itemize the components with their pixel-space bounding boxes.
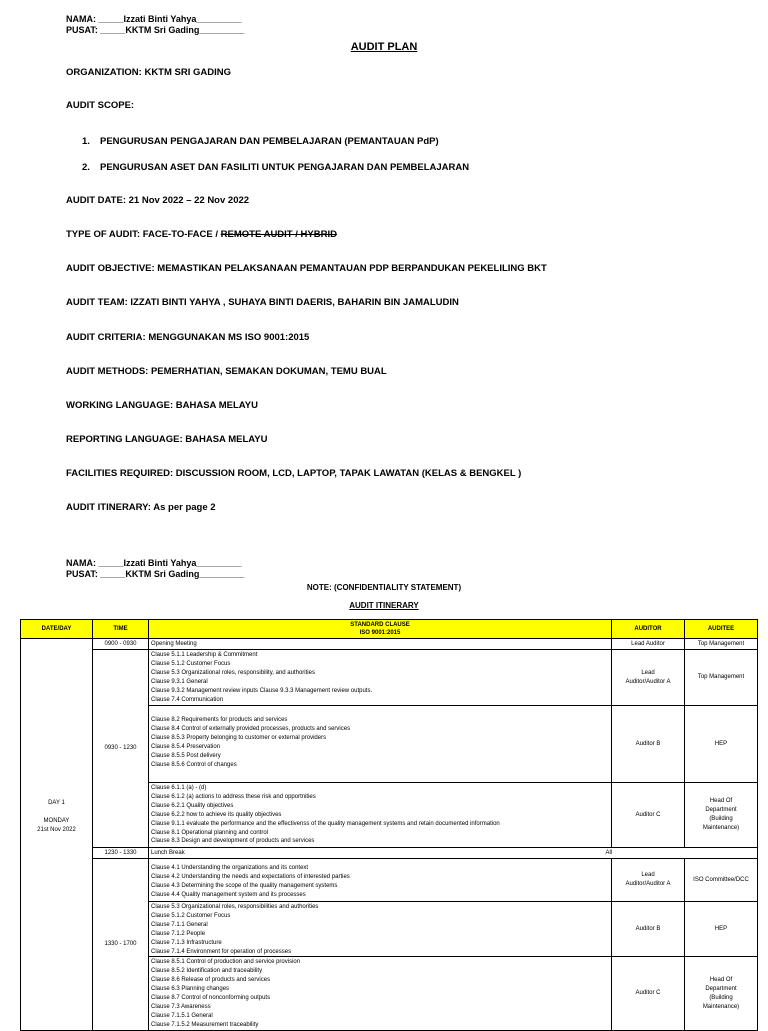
scope-item-text: PENGURUSAN ASET DAN FASILITI UNTUK PENGAJARAN DAN PEMBELAJARAN <box>100 162 470 173</box>
page-title: AUDIT PLAN <box>350 41 418 53</box>
clause-line: Clause 8.5.1 Control of production and service provision <box>151 959 301 966</box>
auditee-cell: Top Management <box>685 639 758 650</box>
clause-cell <box>149 783 612 848</box>
auditor-cell <box>612 650 685 706</box>
lunch-all-label: All <box>605 849 613 856</box>
auditee-line: Head Of <box>709 977 733 984</box>
time-cell: 1230 - 1330 <box>93 848 149 859</box>
auditee-line: Department <box>705 807 737 814</box>
day-name: MONDAY <box>43 817 70 824</box>
name-line-top <box>66 14 241 25</box>
clause-line: Clause 6.2.1 Quality objectives <box>151 802 234 809</box>
day-date: 21st Nov 2022 <box>37 826 76 833</box>
time-cell: 0900 - 0930 <box>93 639 149 650</box>
auditee-line: (Building <box>709 816 733 822</box>
pusat-label: PUSAT: <box>66 569 98 579</box>
auditee-line: Head Of <box>709 798 733 805</box>
clause-line: Clause 8.1 Operational planning and control <box>151 829 269 836</box>
auditor-cell: Auditor B <box>612 706 685 783</box>
clause-cell: Lunch Break <box>149 848 612 859</box>
clause-line: Clause 9.3.2 Management review inputs Clause 9.3.3 Management review outputs. <box>151 687 373 694</box>
auditor-cell: Auditor C <box>612 783 685 848</box>
clause-cell <box>149 650 612 706</box>
clause-line: Clause 6.1.1 (a) - (d) <box>151 785 207 791</box>
auditee-cell <box>685 957 758 1031</box>
organization-line: ORGANIZATION: KKTM SRI GADING <box>66 67 232 78</box>
header-clause-line1: STANDARD CLAUSE <box>350 622 410 628</box>
table-header-row <box>21 620 758 639</box>
auditor-line: Lead <box>641 872 655 879</box>
clause-line: Clause 7.1.5.2 Measurement traceability <box>151 1021 259 1028</box>
lunch-all-cell <box>605 848 758 859</box>
type-of-audit-text: TYPE OF AUDIT: FACE-TO-FACE / <box>66 229 219 240</box>
scope-item <box>82 162 469 173</box>
time-cell: 1330 - 1700 <box>93 859 149 1031</box>
nama-label: NAMA: <box>66 558 96 568</box>
clause-line: Clause 8.4 Control of externally provided processes, products and services <box>151 725 351 732</box>
day-number: DAY 1 <box>48 799 65 806</box>
audit-criteria-line: AUDIT CRITERIA: MENGGUNAKAN MS ISO 9001:2015 <box>66 332 310 343</box>
clause-line: Clause 9.3.1 General <box>151 678 208 685</box>
nama-value: _____Izzati Binti Yahya_________ <box>98 14 242 24</box>
pusat-label: PUSAT: <box>66 25 98 35</box>
clause-line: Clause 7.1.1 General <box>151 921 208 928</box>
audit-methods-line: AUDIT METHODS: PEMERHATIAN, SEMAKAN DOKUMAN, TEMU BUAL <box>66 366 387 377</box>
audit-date-line <box>66 195 249 206</box>
clause-line: Clause 6.1.2 (a) actions to address these risk and opportnities <box>151 793 316 800</box>
auditee-cell: Top Management <box>685 650 758 706</box>
clause-line: Clause 4.1 Understanding the organizations and its context <box>151 865 309 871</box>
type-of-audit-line <box>66 229 337 240</box>
scope-item <box>82 136 439 147</box>
clause-line: Clause 4.3 Determining the scope of the quality management systems <box>151 882 338 889</box>
auditor-line: Auditor/Auditor A <box>625 678 671 685</box>
itinerary-table <box>20 619 758 1031</box>
clause-line: Clause 4.4 Quality management system and its processes <box>151 891 306 898</box>
clause-line: Clause 7.1.5.1 General <box>151 1012 213 1019</box>
clause-line: Clause 5.3 Organizational roles, responsibilities and authorities <box>151 904 319 910</box>
table-row <box>21 848 758 859</box>
auditor-cell: Auditor C <box>612 957 685 1031</box>
name-line-bottom <box>66 558 241 569</box>
nama-value: _____Izzati Binti Yahya_________ <box>98 558 242 568</box>
header-date: DATE/DAY <box>21 620 93 639</box>
table-row <box>21 650 758 706</box>
clause-line: Clause 9.1.1 evaluate the performance and the effectivenss of the quality management systems and retain documented information <box>151 820 500 827</box>
auditee-line: Department <box>705 986 737 993</box>
clause-line: Clause 8.5.5 Post delivery <box>151 752 221 759</box>
center-line-bottom <box>66 569 244 580</box>
day-cell <box>21 639 93 1031</box>
clause-line: Clause 8.5.6 Control of changes <box>151 761 237 768</box>
clause-cell <box>149 957 612 1031</box>
header-clause-line2: ISO 9001:2015 <box>359 630 401 636</box>
audit-team-line: AUDIT TEAM: IZZATI BINTI YAHYA , SUHAYA BINTI DAERIS, BAHARIN BIN JAMALUDIN <box>66 297 459 308</box>
clause-line: Clause 7.4 Communication <box>151 696 224 703</box>
center-line-top <box>66 25 244 36</box>
auditor-cell: Lead Auditor <box>612 639 685 650</box>
auditee-cell: HEP <box>685 902 758 957</box>
scope-item-number: 2. <box>82 162 90 173</box>
clause-line: Clause 6.2.2 how to achieve its quality objectives <box>151 811 282 818</box>
clause-line: Clause 8.5.4 Preservation <box>151 743 221 750</box>
table-row <box>21 859 758 902</box>
auditor-cell: Auditor B <box>612 902 685 957</box>
working-language-line: WORKING LANGUAGE: BAHASA MELAYU <box>66 400 258 411</box>
auditor-line: Auditor/Auditor A <box>625 881 671 887</box>
clause-line: Clause 6.3 Planning changes <box>151 986 230 993</box>
clause-line: Clause 8.7 Control of nonconforming outputs <box>151 995 271 1002</box>
clause-line: Clause 5.1.1 Leadership & Commitment <box>151 652 258 658</box>
pusat-value: _____KKTM Sri Gading_________ <box>100 25 245 35</box>
scope-item-text: PENGURUSAN PENGAJARAN DAN PEMBELAJARAN (PEMANTAUAN PdP) <box>100 136 439 147</box>
clause-line: Clause 8.6 Release of products and services <box>151 977 271 984</box>
clause-cell <box>149 859 612 902</box>
auditee-cell: HEP <box>685 706 758 783</box>
audit-date-label: AUDIT DATE: <box>66 195 126 206</box>
reporting-language-line: REPORTING LANGUAGE: BAHASA MELAYU <box>66 434 268 445</box>
itinerary-title: AUDIT ITINERARY <box>349 601 419 610</box>
header-clause <box>149 620 612 639</box>
clause-line: Clause 8.5.3 Property belonging to customer or external providers <box>151 734 327 741</box>
clause-line: Clause 8.5.2 Identification and traceability <box>151 968 263 975</box>
type-of-audit-struck: REMOTE AUDIT / HYBRID <box>220 229 337 240</box>
facilities-line: FACILITIES REQUIRED: DISCUSSION ROOM, LCD, LAPTOP, TAPAK LAWATAN (KELAS & BENGKEL ) <box>66 468 522 479</box>
clause-line: Clause 8.2 Requirements for products and services <box>151 717 288 723</box>
auditor-line: Lead <box>641 669 655 676</box>
clause-line: Clause 7.1.4 Environment for operation of processes <box>151 948 292 955</box>
auditee-cell: ISO Committee/DCC <box>685 859 758 902</box>
pusat-value: _____KKTM Sri Gading_________ <box>100 569 245 579</box>
auditee-line: Maintenance) <box>702 1003 740 1010</box>
scope-item-number: 1. <box>82 136 90 147</box>
clause-cell <box>149 902 612 957</box>
time-cell: 0930 - 1230 <box>93 650 149 848</box>
auditee-cell <box>685 783 758 848</box>
clause-line: Clause 7.1.3 Infrastructure <box>151 939 222 946</box>
clause-line: Clause 5.1.2 Customer Focus <box>151 660 231 667</box>
header-auditee: AUDITEE <box>685 620 758 639</box>
header-time: TIME <box>93 620 149 639</box>
confidentiality-note: NOTE: (CONFIDENTIALITY STATEMENT) <box>306 583 462 592</box>
table-row <box>21 639 758 650</box>
header-auditor: AUDITOR <box>612 620 685 639</box>
clause-line: Clause 7.1.2 People <box>151 930 206 937</box>
nama-label: NAMA: <box>66 14 96 24</box>
clause-line: Clause 5.1.2 Customer Focus <box>151 912 231 919</box>
clause-cell <box>149 706 612 783</box>
clause-cell: Opening Meeting <box>149 639 612 650</box>
clause-line: Clause 5.3 Organizational roles, responsibility, and authorities <box>151 669 315 676</box>
clause-line: Clause 7.3 Awareness <box>151 1003 211 1010</box>
auditor-cell <box>612 859 685 902</box>
clause-line: Clause 4.2 Understanding the needs and expectations of interested parties <box>151 873 350 880</box>
audit-objective-line: AUDIT OBJECTIVE: MEMASTIKAN PELAKSANAAN PEMANTAUAN PDP BERPANDUKAN PEKELILING BKT <box>66 263 547 274</box>
auditee-line: (Building <box>709 994 733 1001</box>
auditee-line: Maintenance) <box>702 824 740 831</box>
clause-line: Clause 8.3 Design and development of products and services <box>151 838 315 845</box>
itinerary-reference-line: AUDIT ITINERARY: As per page 2 <box>66 502 216 513</box>
audit-date-value: 21 Nov 2022 – 22 Nov 2022 <box>128 195 250 206</box>
audit-scope-label: AUDIT SCOPE: <box>66 100 135 111</box>
